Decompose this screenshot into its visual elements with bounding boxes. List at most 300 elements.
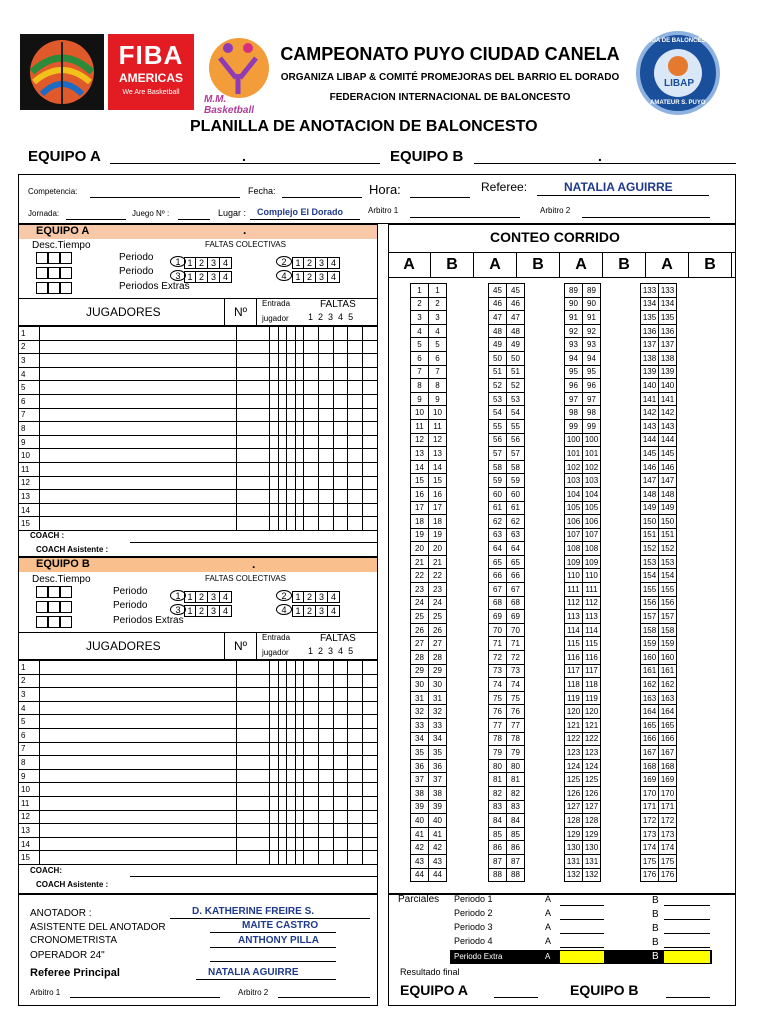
conteo-cell-b[interactable]: 8	[429, 379, 447, 393]
player-foul-cell[interactable]	[333, 327, 348, 341]
conteo-cell-a[interactable]: 40	[411, 814, 429, 828]
conteo-cell-b[interactable]: 118	[583, 678, 601, 692]
conteo-cell-a[interactable]: 25	[411, 610, 429, 624]
conteo-cell-a[interactable]: 85	[489, 827, 507, 841]
fecha-field[interactable]	[282, 197, 362, 198]
player-number-cell[interactable]	[236, 810, 270, 824]
conteo-cell-b[interactable]: 137	[659, 338, 677, 352]
conteo-cell-a[interactable]: 78	[489, 732, 507, 746]
conteo-cell-b[interactable]: 97	[583, 392, 601, 406]
conteo-cell-a[interactable]: 58	[489, 460, 507, 474]
conteo-cell-a[interactable]: 154	[641, 569, 659, 583]
conteo-cell-b[interactable]: 93	[583, 338, 601, 352]
conteo-cell-b[interactable]: 15	[429, 474, 447, 488]
player-name-cell[interactable]	[40, 824, 236, 838]
conteo-cell-a[interactable]: 139	[641, 365, 659, 379]
conteo-cell-a[interactable]: 108	[565, 542, 583, 556]
conteo-cell-a[interactable]: 59	[489, 474, 507, 488]
conteo-cell-b[interactable]: 155	[659, 583, 677, 597]
player-entry-cell[interactable]	[270, 796, 278, 810]
conteo-cell-b[interactable]: 39	[429, 800, 447, 814]
extra-b-cell[interactable]	[664, 951, 710, 963]
conteo-cell-a[interactable]: 52	[489, 379, 507, 393]
conteo-cell-b[interactable]: 114	[583, 623, 601, 637]
arbitro1-field[interactable]	[410, 217, 520, 218]
conteo-cell-b[interactable]: 84	[507, 814, 525, 828]
conteo-cell-b[interactable]: 112	[583, 596, 601, 610]
player-name-cell[interactable]	[40, 367, 236, 381]
player-foul-cell[interactable]	[318, 742, 333, 756]
officials-arbitro2-field[interactable]	[278, 997, 370, 998]
conteo-cell-a[interactable]: 118	[565, 678, 583, 692]
team-b-fouls-q4[interactable]: 4 1 2 3 4	[276, 601, 340, 619]
player-entry-cell[interactable]	[270, 408, 278, 422]
conteo-cell-b[interactable]: 40	[429, 814, 447, 828]
conteo-cell-b[interactable]: 47	[507, 311, 525, 325]
player-foul-cell[interactable]	[304, 449, 319, 463]
player-foul-cell[interactable]	[348, 435, 363, 449]
conteo-cell-a[interactable]: 70	[489, 623, 507, 637]
conteo-cell-b[interactable]: 92	[583, 324, 601, 338]
conteo-cell-a[interactable]: 174	[641, 841, 659, 855]
player-foul-cell[interactable]	[348, 367, 363, 381]
player-entry-cell[interactable]	[278, 837, 286, 851]
player-foul-cell[interactable]	[304, 340, 319, 354]
player-number-cell[interactable]	[236, 476, 270, 490]
conteo-cell-a[interactable]: 4	[411, 324, 429, 338]
conteo-cell-b[interactable]: 20	[429, 542, 447, 556]
player-entry-cell[interactable]	[295, 490, 303, 504]
player-entry-cell[interactable]	[287, 490, 295, 504]
conteo-cell-a[interactable]: 131	[565, 854, 583, 868]
conteo-cell-b[interactable]: 88	[507, 868, 525, 882]
player-foul-cell[interactable]	[348, 490, 363, 504]
parcial-b-field[interactable]	[664, 919, 710, 920]
player-foul-cell[interactable]	[304, 462, 319, 476]
player-entry-cell[interactable]	[295, 435, 303, 449]
player-foul-cell[interactable]	[333, 837, 348, 851]
player-number-cell[interactable]	[236, 394, 270, 408]
conteo-cell-b[interactable]: 48	[507, 324, 525, 338]
operador-field[interactable]	[210, 961, 336, 962]
player-foul-cell[interactable]	[304, 435, 319, 449]
player-foul-cell[interactable]	[348, 796, 363, 810]
player-entry-cell[interactable]	[270, 354, 278, 368]
conteo-cell-a[interactable]: 100	[565, 433, 583, 447]
player-number-cell[interactable]	[236, 503, 270, 517]
player-foul-cell[interactable]	[333, 674, 348, 688]
conteo-cell-a[interactable]: 32	[411, 705, 429, 719]
conteo-cell-b[interactable]: 14	[429, 460, 447, 474]
player-foul-cell[interactable]	[348, 824, 363, 838]
player-foul-cell[interactable]	[318, 490, 333, 504]
conteo-cell-a[interactable]: 136	[641, 324, 659, 338]
conteo-cell-a[interactable]: 36	[411, 759, 429, 773]
conteo-cell-a[interactable]: 116	[565, 651, 583, 665]
conteo-cell-b[interactable]: 72	[507, 651, 525, 665]
player-foul-cell[interactable]	[318, 824, 333, 838]
player-name-cell[interactable]	[40, 476, 236, 490]
conteo-cell-a[interactable]: 157	[641, 610, 659, 624]
player-foul-cell[interactable]	[348, 701, 363, 715]
player-foul-cell[interactable]	[348, 661, 363, 675]
player-name-cell[interactable]	[40, 661, 236, 675]
conteo-cell-b[interactable]: 11	[429, 419, 447, 433]
player-foul-cell[interactable]	[348, 688, 363, 702]
conteo-cell-b[interactable]: 26	[429, 623, 447, 637]
player-entry-cell[interactable]	[287, 796, 295, 810]
player-entry-cell[interactable]	[270, 327, 278, 341]
competencia-field[interactable]	[90, 197, 240, 198]
conteo-cell-a[interactable]: 71	[489, 637, 507, 651]
player-foul-cell[interactable]	[318, 837, 333, 851]
player-foul-cell[interactable]	[363, 476, 378, 490]
player-number-cell[interactable]	[236, 769, 270, 783]
conteo-cell-b[interactable]: 99	[583, 419, 601, 433]
conteo-cell-a[interactable]: 6	[411, 351, 429, 365]
conteo-cell-a[interactable]: 168	[641, 759, 659, 773]
player-foul-cell[interactable]	[318, 476, 333, 490]
conteo-cell-a[interactable]: 39	[411, 800, 429, 814]
player-name-cell[interactable]	[40, 810, 236, 824]
player-entry-cell[interactable]	[270, 661, 278, 675]
player-foul-cell[interactable]	[363, 462, 378, 476]
conteo-cell-a[interactable]: 79	[489, 746, 507, 760]
player-foul-cell[interactable]	[318, 503, 333, 517]
conteo-cell-a[interactable]: 21	[411, 555, 429, 569]
conteo-cell-b[interactable]: 77	[507, 719, 525, 733]
player-foul-cell[interactable]	[304, 408, 319, 422]
player-entry-cell[interactable]	[287, 837, 295, 851]
player-entry-cell[interactable]	[295, 728, 303, 742]
player-number-cell[interactable]	[236, 742, 270, 756]
player-entry-cell[interactable]	[278, 517, 286, 531]
conteo-cell-b[interactable]: 91	[583, 311, 601, 325]
conteo-cell-a[interactable]: 106	[565, 515, 583, 529]
conteo-cell-b[interactable]: 161	[659, 664, 677, 678]
conteo-cell-a[interactable]: 112	[565, 596, 583, 610]
player-entry-cell[interactable]	[287, 756, 295, 770]
player-foul-cell[interactable]	[333, 490, 348, 504]
conteo-cell-b[interactable]: 64	[507, 542, 525, 556]
player-foul-cell[interactable]	[348, 422, 363, 436]
conteo-cell-a[interactable]: 143	[641, 419, 659, 433]
player-entry-cell[interactable]	[287, 435, 295, 449]
player-foul-cell[interactable]	[333, 824, 348, 838]
player-entry-cell[interactable]	[278, 783, 286, 797]
conteo-cell-b[interactable]: 98	[583, 406, 601, 420]
conteo-cell-b[interactable]: 104	[583, 487, 601, 501]
player-foul-cell[interactable]	[363, 449, 378, 463]
player-entry-cell[interactable]	[278, 688, 286, 702]
conteo-cell-b[interactable]: 86	[507, 841, 525, 855]
team-a-fouls-q1[interactable]: 1 1 2 3 4	[170, 253, 232, 271]
conteo-cell-a[interactable]: 47	[489, 311, 507, 325]
conteo-cell-b[interactable]: 166	[659, 732, 677, 746]
player-foul-cell[interactable]	[363, 851, 378, 865]
player-entry-cell[interactable]	[278, 408, 286, 422]
conteo-cell-a[interactable]: 121	[565, 719, 583, 733]
conteo-cell-a[interactable]: 119	[565, 691, 583, 705]
player-name-cell[interactable]	[40, 742, 236, 756]
conteo-cell-b[interactable]: 110	[583, 569, 601, 583]
player-number-cell[interactable]	[236, 422, 270, 436]
conteo-cell-a[interactable]: 50	[489, 351, 507, 365]
player-number-cell[interactable]	[236, 408, 270, 422]
player-entry-cell[interactable]	[295, 394, 303, 408]
player-entry-cell[interactable]	[295, 462, 303, 476]
conteo-cell-b[interactable]: 58	[507, 460, 525, 474]
conteo-cell-a[interactable]: 11	[411, 419, 429, 433]
conteo-cell-b[interactable]: 3	[429, 311, 447, 325]
conteo-cell-a[interactable]: 159	[641, 637, 659, 651]
player-entry-cell[interactable]	[270, 837, 278, 851]
player-name-cell[interactable]	[40, 422, 236, 436]
conteo-cell-b[interactable]: 141	[659, 392, 677, 406]
conteo-cell-b[interactable]: 75	[507, 691, 525, 705]
player-entry-cell[interactable]	[278, 327, 286, 341]
lugar-field[interactable]	[250, 219, 360, 220]
player-entry-cell[interactable]	[270, 462, 278, 476]
player-name-cell[interactable]	[40, 327, 236, 341]
player-name-cell[interactable]	[40, 728, 236, 742]
conteo-cell-a[interactable]: 5	[411, 338, 429, 352]
player-entry-cell[interactable]	[295, 661, 303, 675]
officials-arbitro1-field[interactable]	[70, 997, 220, 998]
conteo-cell-a[interactable]: 172	[641, 814, 659, 828]
player-name-cell[interactable]	[40, 851, 236, 865]
player-foul-cell[interactable]	[318, 769, 333, 783]
player-foul-cell[interactable]	[333, 688, 348, 702]
conteo-cell-a[interactable]: 56	[489, 433, 507, 447]
conteo-cell-a[interactable]: 84	[489, 814, 507, 828]
player-entry-cell[interactable]	[270, 435, 278, 449]
player-entry-cell[interactable]	[270, 381, 278, 395]
player-foul-cell[interactable]	[363, 661, 378, 675]
conteo-cell-a[interactable]: 155	[641, 583, 659, 597]
player-entry-cell[interactable]	[270, 340, 278, 354]
player-foul-cell[interactable]	[318, 517, 333, 531]
conteo-cell-a[interactable]: 89	[565, 284, 583, 298]
conteo-cell-b[interactable]: 78	[507, 732, 525, 746]
conteo-cell-b[interactable]: 57	[507, 447, 525, 461]
player-entry-cell[interactable]	[278, 381, 286, 395]
conteo-cell-a[interactable]: 81	[489, 773, 507, 787]
conteo-cell-b[interactable]: 128	[583, 814, 601, 828]
player-name-cell[interactable]	[40, 769, 236, 783]
player-entry-cell[interactable]	[295, 851, 303, 865]
player-entry-cell[interactable]	[295, 408, 303, 422]
conteo-cell-a[interactable]: 28	[411, 651, 429, 665]
conteo-cell-b[interactable]: 51	[507, 365, 525, 379]
conteo-cell-a[interactable]: 41	[411, 827, 429, 841]
conteo-cell-b[interactable]: 59	[507, 474, 525, 488]
player-foul-cell[interactable]	[348, 756, 363, 770]
player-entry-cell[interactable]	[295, 381, 303, 395]
conteo-cell-a[interactable]: 17	[411, 501, 429, 515]
player-foul-cell[interactable]	[304, 688, 319, 702]
conteo-cell-a[interactable]: 92	[565, 324, 583, 338]
conteo-cell-a[interactable]: 175	[641, 854, 659, 868]
conteo-cell-b[interactable]: 126	[583, 786, 601, 800]
player-entry-cell[interactable]	[287, 769, 295, 783]
conteo-cell-b[interactable]: 36	[429, 759, 447, 773]
player-number-cell[interactable]	[236, 824, 270, 838]
player-foul-cell[interactable]	[304, 810, 319, 824]
conteo-cell-b[interactable]: 79	[507, 746, 525, 760]
player-entry-cell[interactable]	[287, 701, 295, 715]
conteo-cell-b[interactable]: 54	[507, 406, 525, 420]
player-entry-cell[interactable]	[278, 476, 286, 490]
player-entry-cell[interactable]	[278, 422, 286, 436]
player-foul-cell[interactable]	[348, 462, 363, 476]
conteo-cell-b[interactable]: 134	[659, 297, 677, 311]
conteo-cell-b[interactable]: 113	[583, 610, 601, 624]
conteo-cell-b[interactable]: 168	[659, 759, 677, 773]
conteo-cell-b[interactable]: 154	[659, 569, 677, 583]
team-a-coach-field[interactable]	[130, 542, 378, 543]
player-foul-cell[interactable]	[363, 824, 378, 838]
conteo-cell-b[interactable]: 130	[583, 841, 601, 855]
player-entry-cell[interactable]	[295, 783, 303, 797]
conteo-cell-b[interactable]: 30	[429, 678, 447, 692]
asistente-field[interactable]	[210, 932, 336, 933]
conteo-cell-b[interactable]: 103	[583, 474, 601, 488]
conteo-cell-a[interactable]: 80	[489, 759, 507, 773]
conteo-cell-b[interactable]: 109	[583, 555, 601, 569]
conteo-cell-a[interactable]: 61	[489, 501, 507, 515]
conteo-cell-b[interactable]: 1	[429, 284, 447, 298]
conteo-cell-a[interactable]: 120	[565, 705, 583, 719]
player-number-cell[interactable]	[236, 728, 270, 742]
conteo-cell-b[interactable]: 24	[429, 596, 447, 610]
referee-principal-field[interactable]	[196, 979, 336, 980]
parcial-a-field[interactable]	[560, 919, 604, 920]
player-foul-cell[interactable]	[363, 742, 378, 756]
conteo-cell-b[interactable]: 129	[583, 827, 601, 841]
parcial-a-field[interactable]	[560, 947, 604, 948]
player-entry-cell[interactable]	[287, 674, 295, 688]
team-b-fouls-q3[interactable]: 3 1 2 3 4	[170, 601, 232, 619]
team-a-fouls-q3[interactable]: 3 1 2 3 4	[170, 267, 232, 285]
conteo-cell-a[interactable]: 63	[489, 528, 507, 542]
player-entry-cell[interactable]	[278, 701, 286, 715]
player-foul-cell[interactable]	[363, 435, 378, 449]
player-entry-cell[interactable]	[270, 756, 278, 770]
player-foul-cell[interactable]	[363, 367, 378, 381]
conteo-cell-a[interactable]: 151	[641, 528, 659, 542]
conteo-cell-b[interactable]: 144	[659, 433, 677, 447]
conteo-cell-a[interactable]: 23	[411, 583, 429, 597]
player-entry-cell[interactable]	[287, 476, 295, 490]
player-entry-cell[interactable]	[270, 688, 278, 702]
conteo-cell-a[interactable]: 94	[565, 351, 583, 365]
player-foul-cell[interactable]	[363, 715, 378, 729]
conteo-cell-a[interactable]: 173	[641, 827, 659, 841]
conteo-cell-a[interactable]: 134	[641, 297, 659, 311]
conteo-cell-a[interactable]: 91	[565, 311, 583, 325]
player-foul-cell[interactable]	[363, 354, 378, 368]
player-number-cell[interactable]	[236, 701, 270, 715]
conteo-cell-b[interactable]: 46	[507, 297, 525, 311]
conteo-cell-a[interactable]: 167	[641, 746, 659, 760]
referee-field[interactable]	[537, 195, 709, 196]
conteo-cell-b[interactable]: 87	[507, 854, 525, 868]
conteo-cell-a[interactable]: 35	[411, 746, 429, 760]
player-name-cell[interactable]	[40, 449, 236, 463]
player-entry-cell[interactable]	[278, 435, 286, 449]
player-foul-cell[interactable]	[304, 756, 319, 770]
conteo-cell-b[interactable]: 13	[429, 447, 447, 461]
conteo-cell-b[interactable]: 173	[659, 827, 677, 841]
player-foul-cell[interactable]	[304, 517, 319, 531]
conteo-cell-a[interactable]: 156	[641, 596, 659, 610]
player-foul-cell[interactable]	[363, 837, 378, 851]
conteo-cell-a[interactable]: 99	[565, 419, 583, 433]
conteo-cell-a[interactable]: 166	[641, 732, 659, 746]
conteo-cell-a[interactable]: 66	[489, 569, 507, 583]
player-foul-cell[interactable]	[348, 394, 363, 408]
player-entry-cell[interactable]	[270, 783, 278, 797]
player-number-cell[interactable]	[236, 517, 270, 531]
conteo-cell-a[interactable]: 27	[411, 637, 429, 651]
conteo-cell-a[interactable]: 117	[565, 664, 583, 678]
conteo-cell-b[interactable]: 164	[659, 705, 677, 719]
final-b-field[interactable]	[666, 997, 710, 998]
player-foul-cell[interactable]	[304, 674, 319, 688]
player-number-cell[interactable]	[236, 367, 270, 381]
conteo-cell-b[interactable]: 136	[659, 324, 677, 338]
conteo-cell-b[interactable]: 121	[583, 719, 601, 733]
conteo-cell-a[interactable]: 130	[565, 841, 583, 855]
conteo-cell-a[interactable]: 48	[489, 324, 507, 338]
player-name-cell[interactable]	[40, 503, 236, 517]
conteo-cell-b[interactable]: 7	[429, 365, 447, 379]
player-name-cell[interactable]	[40, 340, 236, 354]
player-entry-cell[interactable]	[295, 674, 303, 688]
player-foul-cell[interactable]	[363, 688, 378, 702]
conteo-cell-b[interactable]: 80	[507, 759, 525, 773]
player-name-cell[interactable]	[40, 715, 236, 729]
conteo-cell-b[interactable]: 174	[659, 841, 677, 855]
conteo-cell-b[interactable]: 139	[659, 365, 677, 379]
player-name-cell[interactable]	[40, 674, 236, 688]
conteo-cell-b[interactable]: 132	[583, 868, 601, 882]
player-entry-cell[interactable]	[287, 408, 295, 422]
player-entry-cell[interactable]	[295, 327, 303, 341]
conteo-cell-a[interactable]: 152	[641, 542, 659, 556]
player-number-cell[interactable]	[236, 715, 270, 729]
player-foul-cell[interactable]	[318, 796, 333, 810]
conteo-cell-a[interactable]: 153	[641, 555, 659, 569]
conteo-cell-a[interactable]: 37	[411, 773, 429, 787]
conteo-cell-a[interactable]: 9	[411, 392, 429, 406]
player-entry-cell[interactable]	[278, 490, 286, 504]
conteo-cell-a[interactable]: 2	[411, 297, 429, 311]
conteo-cell-a[interactable]: 90	[565, 297, 583, 311]
player-entry-cell[interactable]	[278, 661, 286, 675]
player-number-cell[interactable]	[236, 327, 270, 341]
conteo-cell-b[interactable]: 83	[507, 800, 525, 814]
conteo-cell-a[interactable]: 15	[411, 474, 429, 488]
player-entry-cell[interactable]	[295, 837, 303, 851]
conteo-cell-b[interactable]: 76	[507, 705, 525, 719]
player-entry-cell[interactable]	[270, 449, 278, 463]
conteo-cell-a[interactable]: 7	[411, 365, 429, 379]
conteo-cell-b[interactable]: 50	[507, 351, 525, 365]
player-foul-cell[interactable]	[318, 462, 333, 476]
player-foul-cell[interactable]	[304, 422, 319, 436]
